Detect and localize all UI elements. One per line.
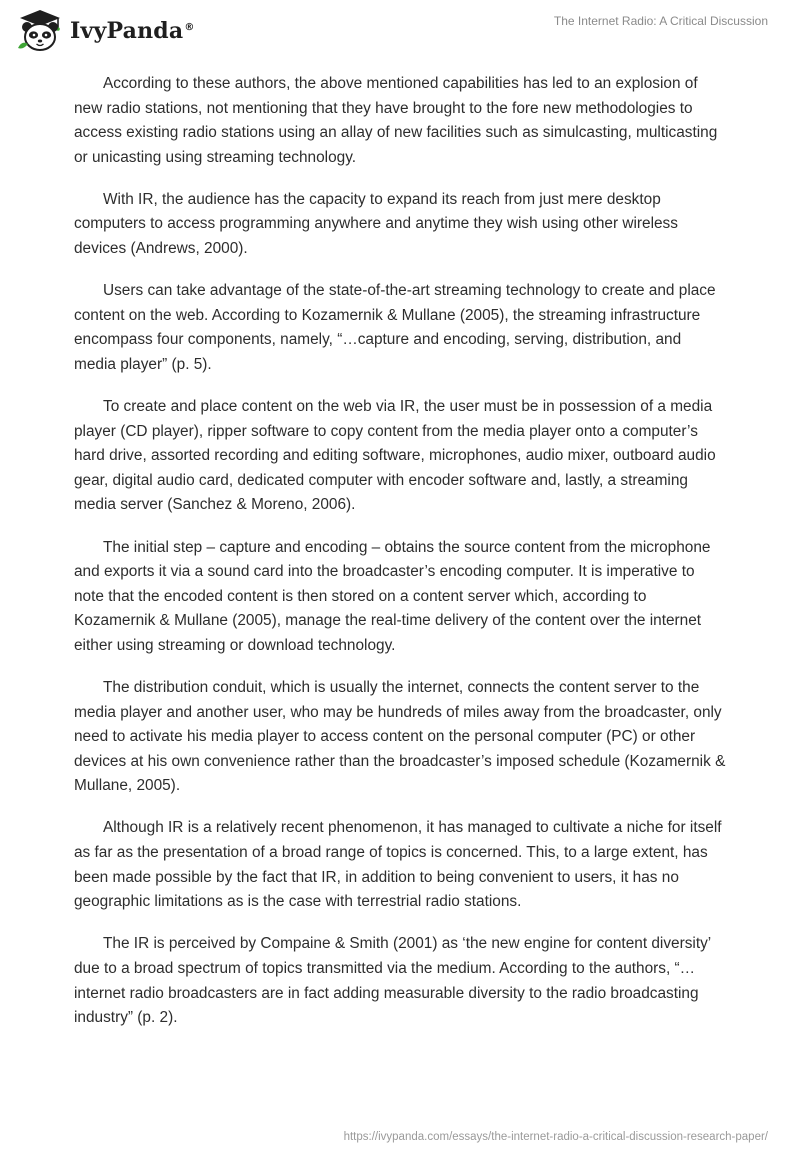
paragraph-7: Although IR is a relatively recent phenomenon, it has managed to cultivate a niche for itself as far as the presentation of a broad range of topics is concerned. This, to a large extent, has been made possible by the fact that IR, in addition to being convenient to users, it has no geographic limitations as is the case with terrestrial radio stations. — [74, 819, 722, 911]
paragraph-2: With IR, the audience has the capacity to expand its reach from just mere desktop computers to access programming anywhere and anytime they wish using other wireless devices (Andrews, 2000). — [74, 190, 678, 258]
registered-mark: ® — [184, 21, 195, 33]
document-title: The Internet Radio: A Critical Discussion — [553, 14, 768, 28]
page-header — [0, 0, 800, 64]
brand-logo-link[interactable] — [14, 8, 195, 54]
paragraph-3: Users can take advantage of the state-of-the-art streaming technology to create and place content on the web. According to Kozamernik & Mullane (2005), the streaming infrastructure encompass four components, namely, “…capture and encoding, serving, distribution, and media player” (p. 5). — [74, 282, 716, 373]
brand-name: IvyPanda® — [70, 18, 195, 44]
source-url-link[interactable]: https://ivypanda.com/essays/the-internet-radio-a-critical-discussion-research-paper/ — [343, 1131, 768, 1143]
panda-graduate-icon — [14, 8, 66, 54]
paragraph-8: The IR is perceived by Compaine & Smith (2001) as ‘the new engine for content diversity’ due to a broad spectrum of topics transmitted via the medium. According to the authors, “…internet radio broadcasters are in fact adding measurable diversity to the radio broadcasting industry” (p. 2). — [74, 935, 711, 1027]
paragraph-6: The distribution conduit, which is usually the internet, connects the content server to the media player and another user, who may be hundreds of miles away from the broadcaster, only need to activate his media player to access content on the personal computer (PC) or other devices at his own convenience rather than the broadcaster’s imposed schedule (Kozamernik & Mullane, 2005). — [74, 678, 726, 795]
paragraph-4: To create and place content on the web via IR, the user must be in possession of a media player (CD player), ripper software to copy content from the media player onto a computer’s hard drive, assorted recording and editing software, microphones, audio mixer, outboard audio gear, digital audio card, dedicated computer with encoder software and, lastly, a streaming media server (Sanchez & Moreno, 2006). — [74, 398, 716, 514]
essay-body — [74, 72, 726, 1048]
paragraph-5: The initial step – capture and encoding – obtains the source content from the microphone and exports it via a sound card into the broadcaster’s encoding computer. It is imperative to note that the encoded content is then stored on a content server which, according to Kozamernik & Mullane (2005), manage the real-time delivery of the content over the internet either using streaming or download technology. — [74, 538, 711, 654]
paragraph-1: According to these authors, the above mentioned capabilities has led to an explosion of new radio stations, not mentioning that they have brought to the fore new methodologies to access existing radio stations using an allay of new facilities such as simulcasting, multicasting or unicasting using streaming technology. — [74, 75, 718, 166]
